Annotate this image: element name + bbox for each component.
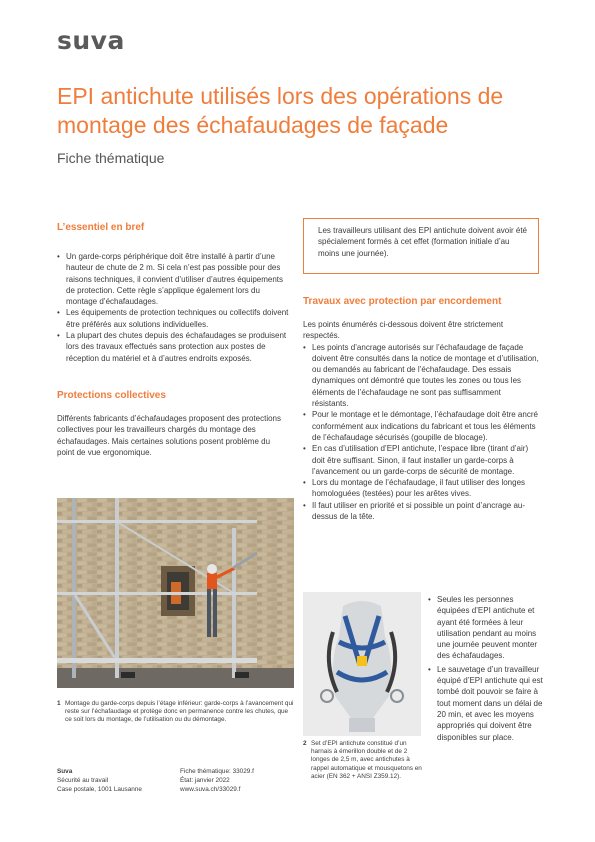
figure-1-number: 1	[57, 700, 61, 707]
figure-1-text: Montage du garde-corps depuis l’étage inférieur: garde-corps à l’avancement qui reste sur l’échafaudage et protège donc en permanence contre les chutes, que ce soit lors du montage, de l’utilisation ou du démontage.	[65, 700, 294, 724]
training-box	[303, 218, 539, 274]
list-item: • Le sauvetage d’un travailleur équipé d’EPI antichute qui est tombé doit pouvoir se faire à tout moment dans un délai de 20 min, et avec les moyens appropriés qui doivent être disponibles sur place.	[428, 664, 543, 743]
essentiel-list	[57, 251, 289, 364]
list-item: • Un garde-corps périphérique doit être installé à partir d’une hauteur de chute de 2 m. Si cela n’est pas possible pour des raisons techniques, il convient d’utiliser d’autres équipements de protection. Cette règle s’applique également lors du montage d’échafaudages.	[57, 251, 289, 307]
figure-1-caption	[57, 700, 294, 725]
list-item: • Lors du montage de l’échafaudage, il faut utiliser des longes homologuées (testées) pour les arêtes vives.	[303, 477, 539, 500]
footer-date: État: janvier 2022	[180, 776, 230, 784]
footer-department: Sécurité au travail	[57, 776, 109, 784]
harness-illustration	[303, 592, 421, 736]
list-item: • Pour le montage et le démontage, l’échafaudage doit être ancré conformément aux indications du fabricant et tous les éléments de l’échafaudage sécurisés (goupille de blocage).	[303, 409, 539, 443]
footer-postal: Case postale, 1001 Lausanne	[57, 785, 142, 793]
side-list	[428, 594, 543, 743]
footer-url[interactable]: www.suva.ch/33029.f	[180, 785, 241, 793]
figure-2-caption	[303, 740, 423, 781]
harness-photo	[303, 592, 421, 736]
scaffolding-illustration	[57, 498, 294, 688]
suva-logo: suva	[57, 26, 125, 55]
list-item: • Il faut utiliser en priorité et si possible un point d’ancrage au-dessus de la tête.	[303, 500, 539, 523]
figure-2-text: Set d’EPI antichute constitué d’un harnais à émerillon double et de 2 longes de 2,5 m, avec antichutes à rappel automatique et mousquetons en acier (EN 362 + ANSI Z359.12).	[311, 740, 422, 780]
footer-ref: Fiche thématique: 33029.f	[180, 768, 254, 775]
figure-2-number: 2	[303, 740, 307, 747]
protections-text: Différents fabricants d’échafaudages proposent des protections collectives pour les travailleurs chargés du montage des échafaudages. Mais certaines solutions posent problème du point de vue ergonomique.	[57, 413, 281, 457]
protections-heading: Protections collectives	[57, 389, 166, 401]
footer-address	[57, 768, 177, 794]
list-item: • Les équipements de protection techniques ou collectifs doivent être préférés aux solutions individuelles.	[57, 307, 289, 330]
list-item: • En cas d’utilisation d’EPI antichute, l’espace libre (tirant d’air) doit être suffisant. Sinon, il faut installer un garde-corps à l’avancement ou un garde-corps de sécurité de montage.	[303, 443, 539, 477]
scaffolding-photo	[57, 498, 294, 688]
page-title: EPI antichute utilisés lors des opérations de montage des échafaudages de façade	[57, 83, 504, 138]
left-column	[57, 222, 289, 458]
list-item: • Les points d’ancrage autorisés sur l’échafaudage de façade doivent être consultés dans la notice de montage et d’utilisation, ou demandés au fabricant de l’échafaudage. Des essais dynamiques ont démontré que toutes les zones ou tous les éléments de l’échafaudage ne sont pas suffisamment résistants.	[303, 342, 539, 410]
footer-org: Suva	[57, 768, 73, 775]
encordement-intro: Les points énumérés ci-dessous doivent être strictement respectés.	[303, 320, 504, 341]
footer-reference	[180, 768, 300, 794]
right-column	[303, 218, 539, 522]
encordement-list	[303, 342, 539, 523]
training-box-text: Les travailleurs utilisant des EPI antichute doivent avoir été spécialement formés à cet effet (formation initiale d’au moins une journée).	[318, 226, 528, 258]
list-item: • Seules les personnes équipées d’EPI antichute et ayant été formées à leur utilisation pendant au moins une journée peuvent monter des échafaudages.	[428, 594, 543, 662]
encordement-heading: Travaux avec protection par encordement	[303, 296, 502, 307]
list-item: • La plupart des chutes depuis des échafaudages se produisent lors des travaux effectués sans protection aux postes de réception du matériel et à d’autres endroits exposés.	[57, 330, 289, 364]
essentiel-heading: L’essentiel en bref	[57, 222, 145, 233]
page-subtitle: Fiche thématique	[57, 150, 165, 166]
